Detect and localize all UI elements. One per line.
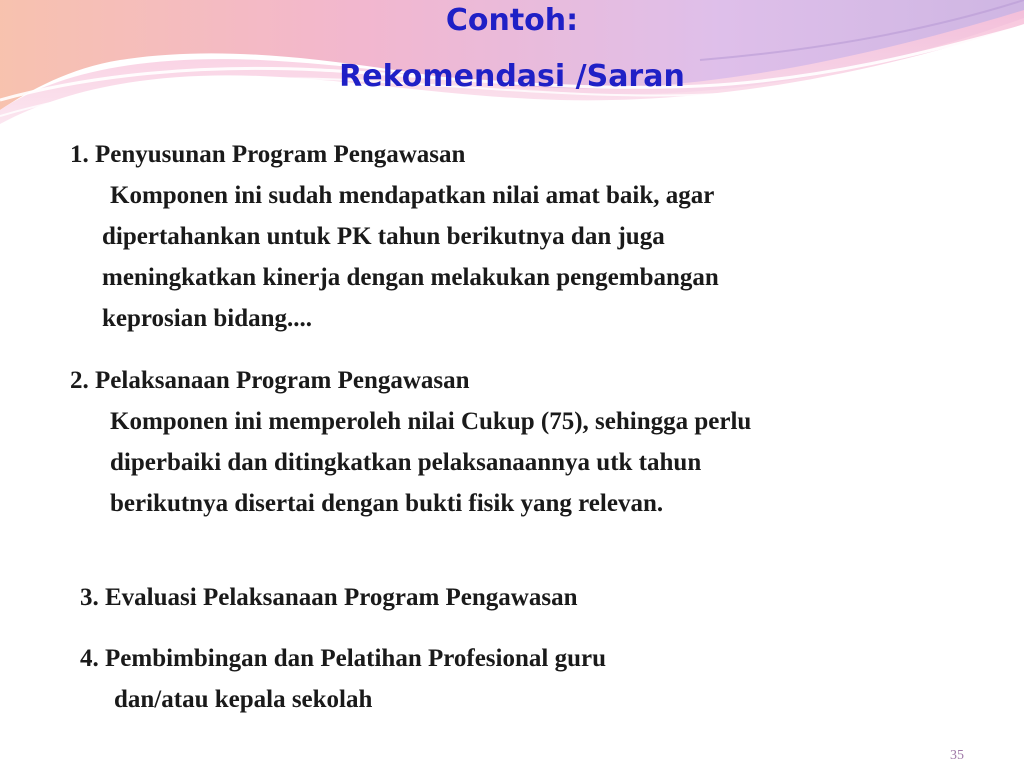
page-number: 35	[950, 748, 964, 763]
item-2-body-line-1: Komponen ini memperoleh nilai Cukup (75), sehingga perlu	[110, 408, 752, 435]
item-1-body-line-2: dipertahankan untuk PK tahun berikutnya dan juga	[102, 223, 665, 250]
item-1-body-line-3: meningkatkan kinerja dengan melakukan pengembangan	[102, 264, 719, 291]
item-2-heading: 2. Pelaksanaan Program Pengawasan	[70, 367, 470, 394]
item-4-heading: 4. Pembimbingan dan Pelatihan Profesional guru	[80, 645, 606, 672]
item-1-body-line-1: Komponen ini sudah mendapatkan nilai amat baik, agar	[110, 182, 715, 209]
item-2-body-line-2: diperbaiki dan ditingkatkan pelaksanaannya utk tahun	[110, 449, 702, 476]
item-1-body-line-4: keprosian bidang....	[102, 305, 313, 332]
item-1-heading: 1. Penyusunan Program Pengawasan	[70, 141, 466, 168]
item-3-heading: 3. Evaluasi Pelaksanaan Program Pengawasan	[80, 584, 578, 611]
title-line-1: Contoh:	[445, 3, 579, 38]
item-2-body-line-3: berikutnya disertai dengan bukti fisik yang relevan.	[110, 490, 664, 517]
item-4-body-line-1: dan/atau kepala sekolah	[114, 686, 373, 713]
title-line-2: Rekomendasi /Saran	[339, 59, 685, 94]
